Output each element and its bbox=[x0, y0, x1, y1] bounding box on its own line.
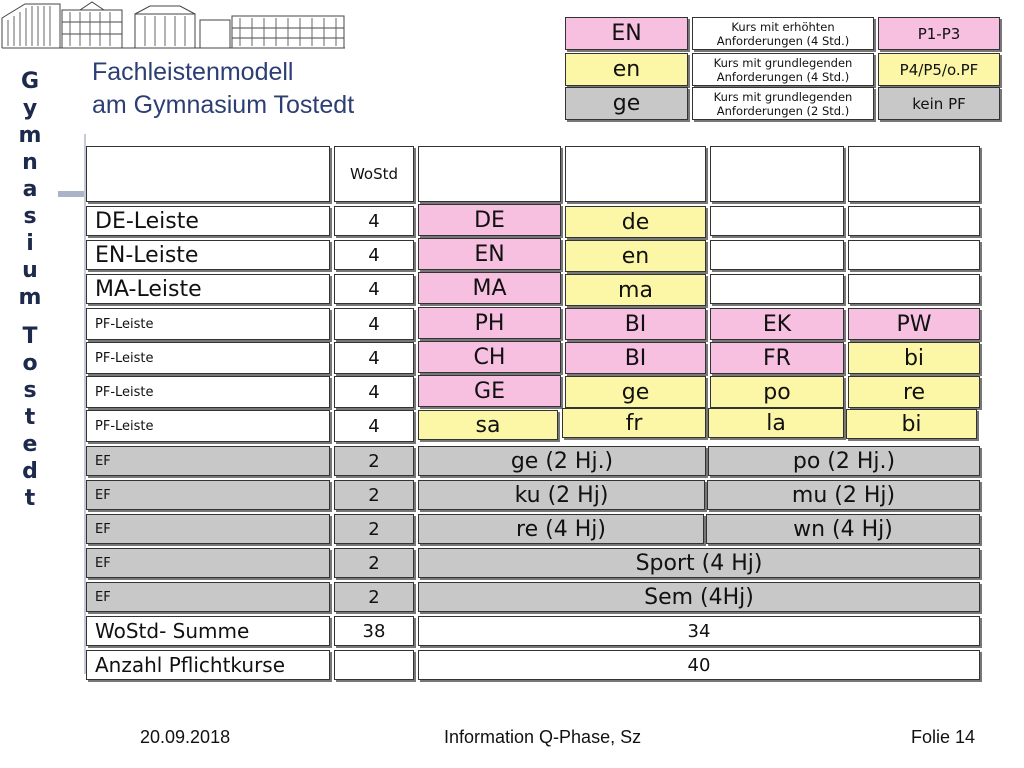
vertical-title-letter: t bbox=[24, 405, 36, 430]
course-cell: fr bbox=[562, 408, 706, 438]
course-cell: de bbox=[565, 206, 706, 238]
vertical-title-letter: t bbox=[24, 486, 36, 511]
row-wostd: 4 bbox=[334, 308, 414, 340]
legend-desc-3: Kurs mit grundlegenden Anforderungen (2 Std.) bbox=[692, 87, 874, 120]
row-label: PF-Leiste bbox=[86, 376, 330, 408]
course-cell: ku (2 Hj) bbox=[418, 480, 705, 510]
header-col-4 bbox=[848, 146, 980, 202]
course-cell: Sem (4Hj) bbox=[418, 582, 980, 612]
vertical-title-letter: u bbox=[22, 258, 38, 283]
title-line-2: am Gymnasium Tostedt bbox=[92, 91, 355, 119]
row-wostd bbox=[334, 650, 414, 680]
course-cell: ge bbox=[565, 376, 706, 408]
row-label: EF bbox=[86, 514, 330, 544]
course-cell: PH bbox=[418, 307, 561, 339]
vertical-title-letter: d bbox=[22, 459, 38, 484]
row-wostd: 4 bbox=[334, 342, 414, 374]
vertical-title-letter: a bbox=[22, 177, 38, 202]
row-label: EN-Leiste bbox=[86, 240, 330, 270]
header-col-2 bbox=[565, 146, 706, 202]
row-label: PF-Leiste bbox=[86, 410, 330, 442]
legend-code-ge: ge bbox=[565, 87, 688, 120]
course-cell: GE bbox=[418, 375, 561, 407]
course-cell: FR bbox=[710, 342, 844, 374]
course-cell: bi bbox=[848, 342, 980, 374]
vertical-title-letter: s bbox=[23, 378, 37, 403]
course-cell: DE bbox=[418, 204, 561, 236]
vertical-title-letter: m bbox=[18, 285, 42, 310]
vertical-title-letter: n bbox=[22, 150, 38, 175]
legend-pf-1: P1-P3 bbox=[878, 17, 1000, 50]
course-cell: CH bbox=[418, 341, 561, 373]
row-wostd: 4 bbox=[334, 206, 414, 236]
row-wostd: 2 bbox=[334, 514, 414, 544]
row-wostd: 4 bbox=[334, 376, 414, 408]
legend-pf-2: P4/P5/o.PF bbox=[878, 53, 1000, 86]
row-wostd: 38 bbox=[334, 616, 414, 646]
course-cell: en bbox=[565, 240, 706, 272]
sum-cell: 40 bbox=[418, 650, 980, 680]
course-cell: sa bbox=[418, 410, 558, 440]
vertical-school-title bbox=[10, 68, 50, 512]
course-cell: wn (4 Hj) bbox=[706, 514, 980, 544]
vertical-title-letter: o bbox=[22, 351, 38, 376]
legend-code-en-upper: EN bbox=[565, 17, 688, 50]
header-col-3 bbox=[710, 146, 844, 202]
empty-cell bbox=[848, 206, 980, 236]
row-wostd: 2 bbox=[334, 480, 414, 510]
page-title bbox=[92, 56, 354, 122]
row-wostd: 2 bbox=[334, 548, 414, 578]
course-cell: BI bbox=[565, 342, 706, 374]
legend-code-en-lower: en bbox=[565, 53, 688, 86]
row-wostd: 4 bbox=[334, 410, 414, 442]
empty-cell bbox=[848, 240, 980, 270]
course-cell: BI bbox=[565, 308, 706, 340]
course-cell: mu (2 Hj) bbox=[707, 480, 980, 510]
legend-desc-2: Kurs mit grundlegenden Anforderungen (4 Std.) bbox=[692, 53, 874, 86]
row-label: PF-Leiste bbox=[86, 342, 330, 374]
empty-cell bbox=[710, 206, 844, 236]
course-cell: PW bbox=[848, 308, 980, 340]
course-cell: ge (2 Hj.) bbox=[418, 446, 706, 476]
vertical-title-letter: i bbox=[26, 231, 34, 256]
course-cell: ma bbox=[565, 274, 706, 306]
footer-date: 20.09.2018 bbox=[140, 727, 231, 747]
accent-bar bbox=[58, 191, 84, 197]
course-cell: re bbox=[848, 376, 980, 408]
vertical-title-letter: G bbox=[20, 69, 40, 94]
vertical-title-letter: e bbox=[22, 432, 38, 457]
vertical-title-letter: T bbox=[22, 324, 38, 349]
row-label: PF-Leiste bbox=[86, 308, 330, 340]
row-label: EF bbox=[86, 446, 330, 476]
course-cell: EN bbox=[418, 238, 561, 270]
row-wostd: 4 bbox=[334, 274, 414, 304]
row-label: WoStd- Summe bbox=[86, 616, 330, 646]
footer-slide-number: Folie 14 bbox=[911, 727, 976, 747]
school-building-logo bbox=[0, 0, 350, 52]
header-label-cell bbox=[86, 146, 330, 202]
vertical-title-gap bbox=[10, 311, 50, 323]
empty-cell bbox=[710, 274, 844, 304]
empty-cell bbox=[848, 274, 980, 304]
course-cell: EK bbox=[710, 308, 844, 340]
vertical-title-letter: y bbox=[22, 96, 38, 121]
row-wostd: 2 bbox=[334, 446, 414, 476]
vertical-title-letter: s bbox=[23, 204, 37, 229]
course-cell: po (2 Hj.) bbox=[708, 446, 980, 476]
row-label: EF bbox=[86, 548, 330, 578]
title-line-1: Fachleistenmodell bbox=[92, 58, 294, 86]
course-cell: la bbox=[708, 408, 844, 438]
sum-cell: 34 bbox=[418, 616, 980, 646]
course-cell: po bbox=[710, 376, 844, 408]
row-wostd: 2 bbox=[334, 582, 414, 612]
row-label: EF bbox=[86, 480, 330, 510]
header-wostd: WoStd bbox=[334, 146, 414, 202]
footer-center: Information Q-Phase, Sz bbox=[444, 727, 642, 747]
row-wostd: 4 bbox=[334, 240, 414, 270]
row-label: EF bbox=[86, 582, 330, 612]
course-cell: Sport (4 Hj) bbox=[418, 548, 980, 578]
course-cell: re (4 Hj) bbox=[418, 514, 704, 544]
legend-desc-1: Kurs mit erhöhten Anforderungen (4 Std.) bbox=[692, 17, 874, 50]
vertical-title-letter: m bbox=[18, 123, 42, 148]
legend-pf-3: kein PF bbox=[878, 87, 1000, 120]
row-label: MA-Leiste bbox=[86, 274, 330, 304]
header-col-1 bbox=[418, 146, 561, 202]
row-label: Anzahl Pflichtkurse bbox=[86, 650, 330, 680]
empty-cell bbox=[710, 240, 844, 270]
row-label: DE-Leiste bbox=[86, 206, 330, 236]
course-cell: MA bbox=[418, 272, 561, 304]
course-cell: bi bbox=[846, 409, 977, 439]
